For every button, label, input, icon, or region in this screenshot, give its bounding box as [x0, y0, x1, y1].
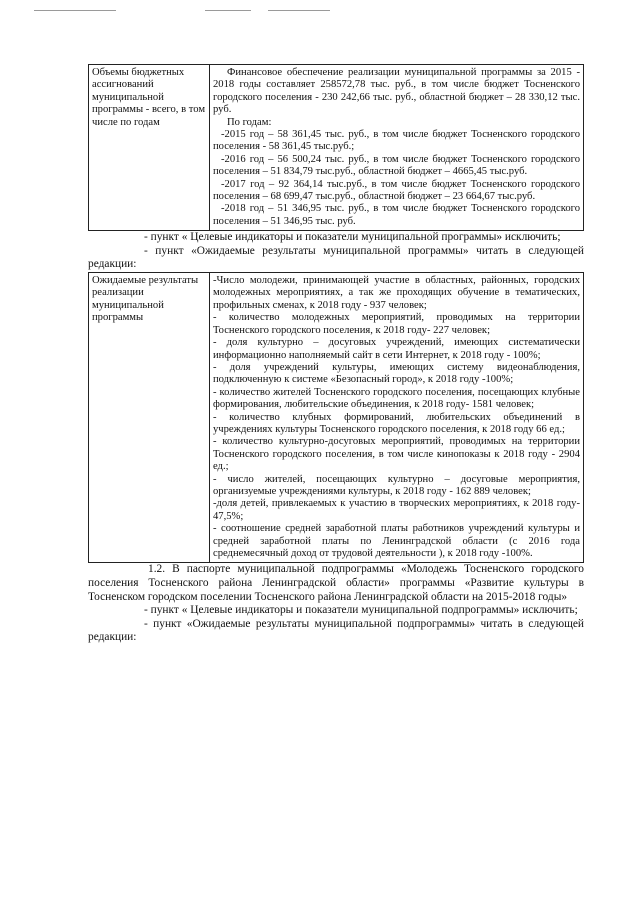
- year-2017: -2017 год – 92 364,14 тыс.руб., в том числе бюджет Тосненского городского поселения – 68 699,47 тыс.руб., областной бюджет – 23 664,67 тыс.руб.: [213, 178, 580, 203]
- year-2018: -2018 год – 51 346,95 тыс. руб., в том числе бюджет Тосненского городского поселения – 51 346,95 тыс. руб.: [213, 203, 580, 227]
- budget-table: [88, 64, 584, 231]
- paragraph-expected-results: - пункт «Ожидаемые результаты муниципальной программы» читать в следующей редакции:: [88, 244, 584, 271]
- year-2015: -2015 год – 58 361,45 тыс. руб., в том числе бюджет Тосненского городского поселения - 58 361,45 тыс.руб.;: [213, 129, 580, 153]
- table-row: [89, 273, 584, 563]
- paragraph-sub-expected-results: - пункт «Ожидаемые результаты муниципальной подпрограммы» читать в следующей редакции:: [88, 617, 584, 644]
- document-page: [88, 64, 584, 645]
- budget-label: Объемы бюджетных ассигнований муниципальной программы - всего, в том числе по годам: [89, 65, 210, 231]
- scan-artifact-line: [34, 10, 116, 11]
- table-row: [89, 65, 584, 231]
- scan-artifact-line: [268, 10, 330, 11]
- paragraph-exclude-indicators: - пункт « Целевые индикаторы и показатели муниципальной программы» исключить;: [144, 231, 561, 244]
- year-2016: -2016 год – 56 500,24 тыс. руб., в том числе бюджет Тосненского городского поселения – 51 834,79 тыс.руб., областной бюджет – 4665,45 тыс.руб.: [213, 153, 580, 178]
- list-item: - количество жителей Тосненского городского поселения, посещающих клубные формирования, любительские объединения, к 2018 году- 1581 человек;: [213, 386, 580, 411]
- list-item: - доля культурно – досуговых учреждений, имеющих систематически информационно наполняемый сайт в сети Интернет, к 2018 году - 100%;: [213, 337, 580, 361]
- by-years-heading: По годам:: [227, 116, 272, 128]
- budget-intro: Финансовое обеспечение реализации муниципальной программы за 2015 - 2018 годы составляет 258572,78 тыс. руб., в том числе бюджет Тосненского городского поселения - 230 242,66 тыс. руб., областной бюджет – 28 330,12 тыс. руб.: [213, 67, 580, 116]
- list-item: - соотношение средней заработной платы работников учреждений культуры и средней заработной платы по Ленинградской области (с 2016 года среднемесячный доход от трудовой деятельности ), к 2018 году -100%.: [213, 523, 580, 559]
- list-item: -Число молодежи, принимающей участие в областных, районных, городских молодежных мероприятиях, а так же проходящих обучение в тематических, профильных сменах, к 2018 году - 937 человек;: [213, 275, 580, 311]
- list-item: - доля учреждений культуры, имеющих систему видеонаблюдения, подключенную к системе «Безопасный город», к 2018 году -100%;: [213, 361, 580, 386]
- list-item: - количество клубных формирований, любительских объединений в учреждениях культуры Тосненского городского поселения, к 2018 году 66 ед.;: [213, 411, 580, 435]
- list-item: -доля детей, привлекаемых к участию в творческих мероприятиях, к 2018 году- 47,5%;: [213, 498, 580, 522]
- list-item: - число жителей, посещающих культурно – досуговые мероприятия, организуемые учреждениями культуры, к 2018 году - 162 889 человек;: [213, 473, 580, 497]
- results-label: Ожидаемые результаты реализации муниципальной программы: [89, 273, 210, 563]
- paragraph-subprogram-passport: 1.2. В паспорте муниципальной подпрограммы «Молодежь Тосненского городского поселения Тосненского района Ленинградской области» программы «Развитие культуры в Тосненском городском поселении Тосненского района Ленинградской области на 2015-2018 годы»: [88, 563, 584, 603]
- budget-details: [210, 65, 584, 231]
- results-table: [88, 272, 584, 563]
- scan-artifact-line: [205, 10, 251, 11]
- results-list: [210, 273, 584, 563]
- paragraph-exclude-sub-indicators: - пункт « Целевые индикаторы и показатели муниципальной подпрограммы» исключить;: [144, 604, 578, 617]
- list-item: - количество культурно-досуговых мероприятий, проводимых на территории Тосненского городского поселения, в том числе кинопоказы к 2018 году - 2904 ед.;: [213, 436, 580, 473]
- list-item: - количество молодежных мероприятий, проводимых на территории Тосненского городского поселения, к 2018 году- 227 человек;: [213, 312, 580, 336]
